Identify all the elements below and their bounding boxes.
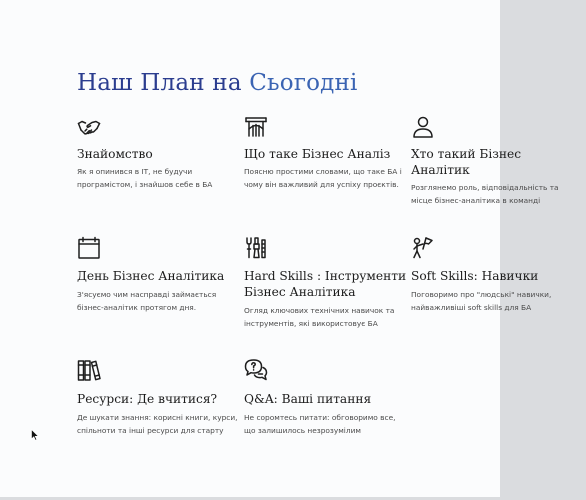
slide-title-part1: Наш План на (77, 70, 250, 96)
agenda-card-title: Q&A: Ваші питання (244, 392, 372, 406)
agenda-card-description: Не соромтесь питати: обговоримо все, що залишилось незрозумілим (244, 413, 396, 435)
slide-title-part2: Сьогодні (249, 70, 358, 96)
agenda-card-description: Як я опинився в IT, не будучи програмістом, і знайшов себе в БА (77, 167, 213, 189)
agenda-card-description: З'ясуємо чим насправді займається бізнес-аналітик протягом дня. (77, 290, 217, 312)
flag-person-icon (411, 236, 435, 260)
calendar-icon (77, 236, 101, 260)
agenda-card-title: Soft Skills: Навички (411, 269, 539, 283)
agenda-card-title: Hard Skills : Інструменти Бізнес Аналітика (244, 269, 407, 299)
books-icon (77, 358, 101, 382)
agenda-card-description: Поясню простими словами, що таке БА і чому він важливий для успіху проєктів. (244, 167, 402, 189)
agenda-card-description: Де шукати знання: корисні книги, курси, спільноти та інші ресурси для старту (77, 413, 238, 435)
tools-icon (244, 236, 268, 260)
agenda-card-title: Що таке Бізнес Аналіз (244, 147, 391, 161)
agenda-card-description: Поговоримо про "людські" навички, найважливіші soft skills для БА (411, 290, 552, 312)
mouse-pointer-icon (31, 426, 39, 438)
agenda-card-description: Огляд ключових технічних навичок та інструментів, які використовує БА (244, 306, 395, 328)
agenda-card-title: Хто такий Бізнес Аналітик (411, 147, 522, 177)
person-icon (411, 115, 435, 139)
agenda-card-title: Ресурси: Де вчитися? (77, 392, 218, 406)
handshake-icon (77, 115, 101, 139)
bridge-icon (244, 115, 268, 139)
agenda-card-title: Знайомство (77, 147, 153, 161)
agenda-card-description: Розглянемо роль, відповідальність та місце бізнес-аналітика в команді (411, 183, 559, 205)
agenda-card-title: День Бізнес Аналітика (77, 269, 225, 283)
slide-title (77, 70, 358, 96)
qa-bubbles-icon (244, 358, 268, 382)
